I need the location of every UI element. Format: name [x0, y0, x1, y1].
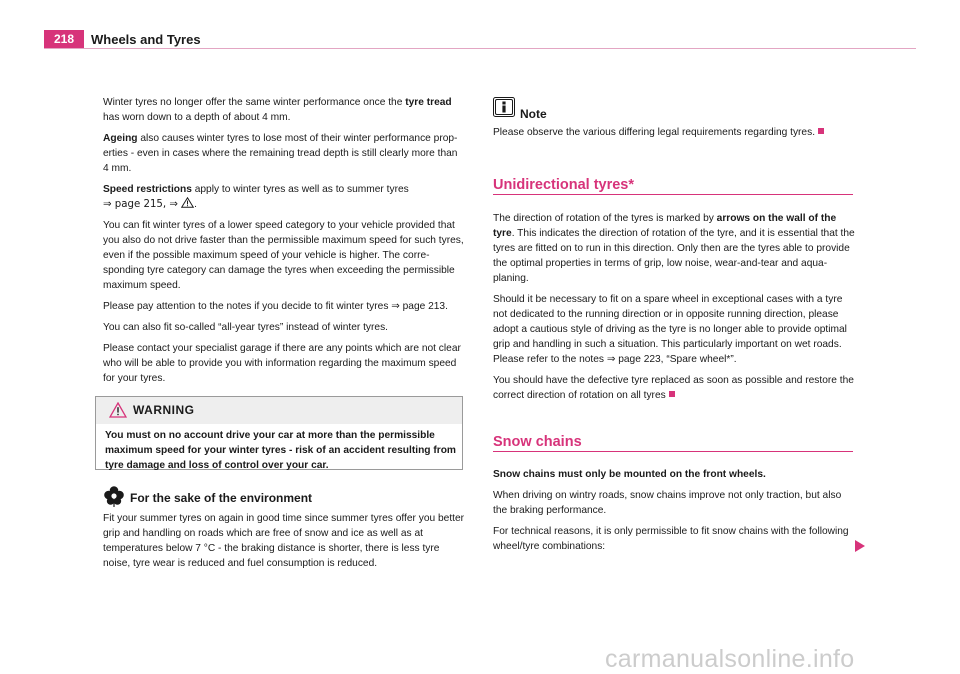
paragraph-wintry-roads: When driving on wintry roads, snow chains improve not only traction, but also the braking performance.	[493, 490, 842, 516]
section-divider	[493, 451, 853, 452]
paragraph-front-wheels: Snow chains must only be mounted on the front wheels.	[493, 469, 766, 480]
warning-ref-icon[interactable]	[181, 197, 194, 208]
page-number: 218	[44, 30, 84, 49]
environment-title: For the sake of the environment	[130, 491, 313, 505]
paragraph-notes-ref: Please pay attention to the notes if you decide to fit winter tyres ⇒ page 213.	[103, 301, 448, 312]
paragraph-combinations: For technical reasons, it is only permissible to fit snow chains with the following wheel/tyre combinations:	[493, 526, 849, 552]
paragraph-specialist: Please contact your specialist garage if there are any points which are not clear who will be able to provide you with information regarding the maximum speed for your tyres.	[103, 343, 461, 384]
warning-text: You must on no account drive your car at more than the permissible maximum speed for your winter tyres - risk of an accident resulting from tyre damage and loss of control over your car.	[105, 430, 456, 471]
warning-title: WARNING	[133, 403, 195, 417]
chapter-title: Wheels and Tyres	[91, 32, 201, 47]
section-end-marker	[818, 128, 824, 134]
left-column	[103, 95, 465, 392]
paragraph-replace: You should have the defective tyre replaced as soon as possible and restore the correct direction of rotation on all tyres	[493, 375, 854, 401]
unidirectional-body	[493, 211, 855, 409]
section-title-snow-chains: Snow chains	[493, 434, 582, 450]
warning-box	[95, 396, 463, 470]
note-title: Note	[520, 107, 547, 121]
watermark: carmanualsonline.info	[605, 645, 855, 673]
section-end-marker	[669, 391, 675, 397]
paragraph-speed-restrictions: Speed restrictions apply to winter tyres as well as to summer tyres ⇒ page 215, ⇒ .	[103, 184, 409, 210]
paragraph-spare-wheel: Should it be necessary to fit on a spare wheel in exceptional cases with a tyre not dedicated to the running direction or in opposite running direction, please adopt a cautious style of driving as the tyre is no longer able to provide optimal grip and handling in such a situation. This particularly important on wet roads. Please refer to the notes ⇒ page 223, “Spare wheel*”.	[493, 294, 847, 365]
section-title-unidirectional: Unidirectional tyres*	[493, 177, 635, 193]
section-divider	[493, 194, 853, 195]
paragraph-speed-category: You can fit winter tyres of a lower speed category to your vehicle provided that you also do not drive faster than the permissible maximum speed for such tyres, even if the possible maximum speed of your vehicle is higher. The corre-sponding tyre category can damage the tyres when exceeding the permissible maximum speed.	[103, 220, 464, 291]
paragraph-rotation: The direction of rotation of the tyres is marked by arrows on the wall of the tyre. This indicates the direction of rotation of the tyre, and it is essential that the tyres are fitted on to run in this direction. Only then are the tyres able to provide the optimal properties in terms of grip, low noise, wear-and-tear and aqua-planing.	[493, 213, 855, 284]
snow-chains-body	[493, 467, 855, 560]
next-page-arrow-icon[interactable]	[855, 540, 865, 552]
flower-environment-icon	[103, 485, 125, 507]
note-text: Please observe the various differing legal requirements regarding tyres.	[493, 125, 855, 140]
page-reference-link[interactable]: ⇒ page 215, ⇒	[103, 199, 182, 210]
paragraph-tread: Winter tyres no longer offer the same winter performance once the tyre tread has worn down to a depth of about 4 mm.	[103, 97, 452, 123]
paragraph-ageing: Ageing also causes winter tyres to lose most of their winter performance prop-erties - even in cases where the remaining tread depth is still clearly more than 4 mm.	[103, 133, 458, 174]
header-divider	[44, 48, 916, 49]
note-icon	[493, 97, 515, 117]
paragraph-all-year: You can also fit so-called “all-year tyres” instead of winter tyres.	[103, 322, 388, 333]
environment-text: Fit your summer tyres on again in good time since summer tyres offer you better grip and handling on roads which are free of snow and ice as well as at temperatures below 7 °C - the braking distance is shorter, there is less tyre noise, tyre wear is reduced and fuel consumption is reduced.	[103, 513, 465, 569]
warning-triangle-icon	[109, 402, 127, 418]
